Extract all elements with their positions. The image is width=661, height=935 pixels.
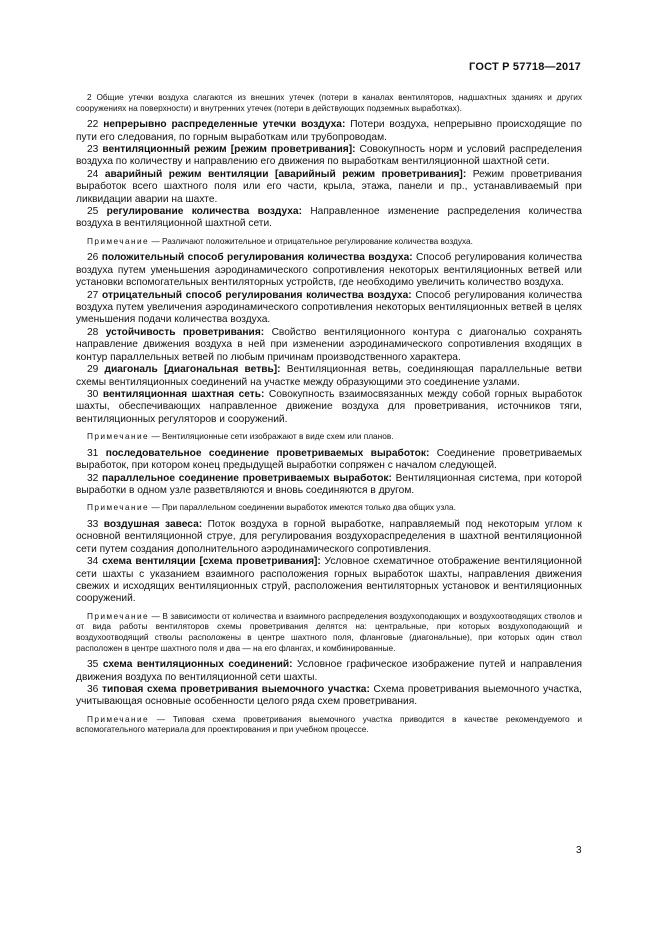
note-34: Примечание — В зависимости от количества и взаимного распределения воздухоподающих и воздухоотводящих стволов и от вида работы вентиляторов схемы проветривания делятся на: центральные, при которых воздухоподающий и воздухоотводящий стволы расположены в центре шахтного поля, фланговые (диагональные), при которых один ствол расположен в центре шахтного поля и два — на его флангах, и комбинированные. (76, 610, 582, 653)
note-32: Примечание — При параллельном соединении выработок имеются только два общих узла. (87, 502, 456, 513)
page-content (76, 92, 582, 735)
entry-24: 24 аварийный режим вентиляции [аварийный режим проветривания]: Режим проветривания выработок всего шахтного поля или его части, крыла, этажа, панели и пр., устанавливаемый при ликвидации аварии на шахте. (76, 168, 582, 205)
entry-25: 25 регулирование количества воздуха: Направленное изменение распределения количества воздуха в вентиляционной шахтной сети. (76, 206, 582, 230)
entry-28: 28 устойчивость проветривания: Свойство вентиляционного контура с диагональю сохранять направление движения воздуха в ней при изменении аэродинамического сопротивления входящих в контур параллельных ветвей по любым причинам производственного характера. (76, 326, 582, 363)
entry-31: 31 последовательное соединение проветриваемых выработок: Соединение проветриваемых выработок, при котором конец предыдущей выработки сопряжен с началом следующей. (76, 447, 582, 472)
entry-35: 35 схема вентиляционных соединений: Условное графическое изображение путей и направления движения воздуха по вентиляционной сети шахты. (76, 659, 582, 683)
note-36: Примечание — Типовая схема проветривания выемочного участка приводится в качестве рекомендуемого и вспомогательного материала для проектирования и при учебном процессе. (76, 713, 582, 735)
entry-36: 36 типовая схема проветривания выемочного участка: Схема проветривания выемочного участка, учитывающая основные особенности целого ряда схем проветривания. (76, 683, 582, 708)
entry-30: 30 вентиляционная шахтная сеть: Совокупность взаимосвязанных между собой горных выработок шахты, обеспечивающих направленное движение воздуха для проветривания, источников тяги, вентиляционных регуляторов и сооружений. (76, 388, 582, 425)
note-30: Примечание — Вентиляционные сети изображают в виде схем или планов. (87, 431, 394, 442)
note-25: Примечание — Различают положительное и отрицательное регулирование количества воздуха. (87, 235, 473, 246)
standard-number: ГОСТ Р 57718—2017 (469, 61, 581, 73)
entry-22: 22 непрерывно распределенные утечки воздуха: Потери воздуха, непрерывно происходящие по пути его следования, по горным выработкам или трубопроводам. (76, 119, 582, 143)
entry-27: 27 отрицательный способ регулирования количества воздуха: Способ регулирования количества воздуха путем увеличения аэродинамического сопротивления некоторых вентиляционных ветвей в целях уменьшения подачи количества воздуха. (76, 289, 582, 326)
entry-26: 26 положительный способ регулирования количества воздуха: Способ регулирования количества воздуха путем уменьшения аэродинамического сопротивления некоторых вентиляционных ветвей или установки вспомогательных вентиляторных устройств, где необходимо увеличить количество воздуха. (76, 252, 582, 289)
entry-32: 32 параллельное соединение проветриваемых выработок: Вентиляционная система, при которой выработки в одном узле разветвляются и вновь соединяются в другом. (76, 472, 582, 496)
top-note: 2 Общие утечки воздуха слагаются из внешних утечек (потери в каналах вентиляторов, надшахтных зданиях и других сооружениях на поверхности) и внутренних утечек (потери в действующих подземных выработках). (76, 92, 582, 113)
entry-33: 33 воздушная завеса: Поток воздуха в горной выработке, направляемый под некоторым углом к основной вентиляционной струе, для регулирования воздухораспределения в шахтной вентиляционной сети путем создания дополнительного аэродинамического сопротивления. (76, 518, 582, 555)
page-number: 3 (576, 845, 582, 856)
entry-29: 29 диагональ [диагональная ветвь]: Вентиляционная ветвь, соединяющая параллельные ветви схемы вентиляционных соединений на участке между образующими это соединение узлами. (76, 364, 582, 388)
entry-23: 23 вентиляционный режим [режим проветривания]: Совокупность норм и условий распределения воздуха по количеству и направлению его движения по выработкам вентиляционной шахтной сети. (76, 144, 582, 168)
entry-34: 34 схема вентиляции [схема проветривания]: Условное схематичное отображение вентиляционной сети шахты с указанием взаимного расположения горных выработок шахты, направления движения свежих и исходящих вентиляционных струй, расположения вентиляторных установок и вентиляционных сооружений. (76, 556, 582, 605)
